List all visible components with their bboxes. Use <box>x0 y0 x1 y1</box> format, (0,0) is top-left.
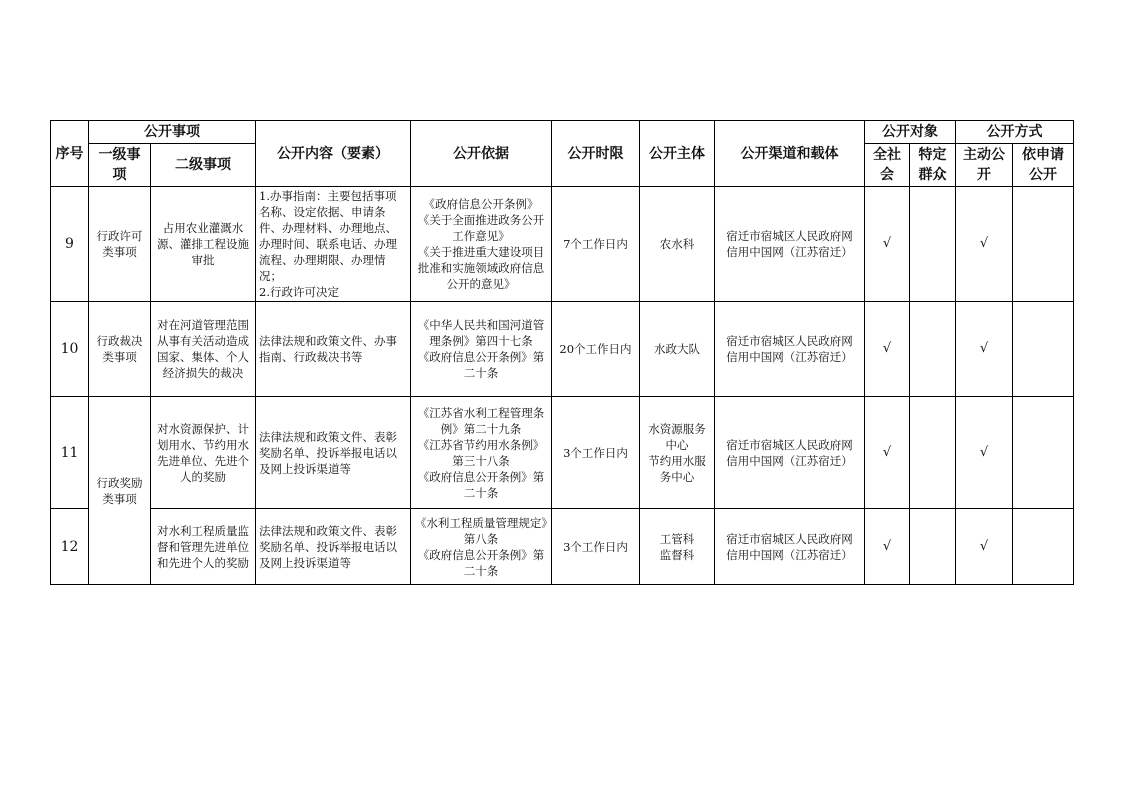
table-row <box>51 509 1074 585</box>
cell-target-specific <box>910 509 956 585</box>
cell-channel: 宿迁市宿城区人民政府网 信用中国网（江苏宿迁） <box>715 509 865 585</box>
header-items: 公开事项 <box>89 121 256 144</box>
table-row <box>51 397 1074 509</box>
cell-content: 法律法规和政策文件、表彰奖励名单、投诉举报电话以及网上投诉渠道等 <box>256 509 411 585</box>
cell-level2: 对水资源保护、计划用水、节约用水先进单位、先进个人的奖励 <box>151 397 256 509</box>
header-seq: 序号 <box>51 121 89 187</box>
header-target-all: 全社会 <box>865 144 910 187</box>
cell-method-active: √ <box>956 187 1013 302</box>
header-level1: 一级事项 <box>89 144 151 187</box>
cell-method-active: √ <box>956 509 1013 585</box>
cell-level2: 对在河道管理范围从事有关活动造成国家、集体、个人经济损失的裁决 <box>151 302 256 397</box>
cell-method-apply <box>1013 187 1074 302</box>
header-content: 公开内容（要素） <box>256 121 411 187</box>
cell-level1: 行政许可类事项 <box>89 187 151 302</box>
header-basis: 公开依据 <box>411 121 552 187</box>
cell-seq: 10 <box>51 302 89 397</box>
header-method-apply: 依申请公开 <box>1013 144 1074 187</box>
cell-basis: 《水利工程质量管理规定》第八条 《政府信息公开条例》第二十条 <box>411 509 552 585</box>
cell-level1: 行政裁决类事项 <box>89 302 151 397</box>
cell-subject: 工管科 监督科 <box>640 509 715 585</box>
cell-channel: 宿迁市宿城区人民政府网 信用中国网（江苏宿迁） <box>715 187 865 302</box>
header-time: 公开时限 <box>552 121 640 187</box>
cell-target-all: √ <box>865 397 910 509</box>
cell-method-active: √ <box>956 302 1013 397</box>
header-level2: 二级事项 <box>151 144 256 187</box>
cell-method-apply <box>1013 397 1074 509</box>
cell-content: 法律法规和政策文件、办事指南、行政裁决书等 <box>256 302 411 397</box>
disclosure-table-page <box>50 120 1073 585</box>
cell-method-apply <box>1013 302 1074 397</box>
disclosure-table <box>50 120 1074 585</box>
table-row <box>51 187 1074 302</box>
cell-target-all: √ <box>865 187 910 302</box>
cell-method-active: √ <box>956 397 1013 509</box>
cell-level1: 行政奖励类事项 <box>89 397 151 585</box>
cell-basis: 《江苏省水利工程管理条例》第二十九条 《江苏省节约用水条例》第三十八条 《政府信息公开条例》第二十条 <box>411 397 552 509</box>
header-method-active: 主动公开 <box>956 144 1013 187</box>
cell-time: 7个工作日内 <box>552 187 640 302</box>
header-subject: 公开主体 <box>640 121 715 187</box>
cell-channel: 宿迁市宿城区人民政府网 信用中国网（江苏宿迁） <box>715 397 865 509</box>
cell-seq: 9 <box>51 187 89 302</box>
cell-channel: 宿迁市宿城区人民政府网 信用中国网（江苏宿迁） <box>715 302 865 397</box>
cell-target-all: √ <box>865 509 910 585</box>
cell-method-apply <box>1013 509 1074 585</box>
header-target: 公开对象 <box>865 121 956 144</box>
cell-time: 3个工作日内 <box>552 509 640 585</box>
cell-level2: 占用农业灌溉水源、灌排工程设施审批 <box>151 187 256 302</box>
cell-time: 3个工作日内 <box>552 397 640 509</box>
cell-target-specific <box>910 302 956 397</box>
cell-time: 20个工作日内 <box>552 302 640 397</box>
cell-seq: 11 <box>51 397 89 509</box>
cell-content: 1.办事指南：主要包括事项名称、设定依据、申请条件、办理材料、办理地点、办理时间、联系电话、办理流程、办理期限、办理情况； 2.行政许可决定 <box>256 187 411 302</box>
cell-basis: 《中华人民共和国河道管理条例》第四十七条 《政府信息公开条例》第二十条 <box>411 302 552 397</box>
cell-target-specific <box>910 187 956 302</box>
cell-target-all: √ <box>865 302 910 397</box>
cell-seq: 12 <box>51 509 89 585</box>
header-method: 公开方式 <box>956 121 1074 144</box>
cell-basis: 《政府信息公开条例》 《关于全面推进政务公开工作意见》 《关于推进重大建设项目批准和实施领域政府信息公开的意见》 <box>411 187 552 302</box>
header-channel: 公开渠道和载体 <box>715 121 865 187</box>
cell-content: 法律法规和政策文件、表彰奖励名单、投诉举报电话以及网上投诉渠道等 <box>256 397 411 509</box>
cell-subject: 水政大队 <box>640 302 715 397</box>
cell-subject: 水资源服务中心 节约用水服务中心 <box>640 397 715 509</box>
cell-level2: 对水利工程质量监督和管理先进单位和先进个人的奖励 <box>151 509 256 585</box>
table-row <box>51 302 1074 397</box>
header-target-specific: 特定群众 <box>910 144 956 187</box>
cell-subject: 农水科 <box>640 187 715 302</box>
cell-target-specific <box>910 397 956 509</box>
